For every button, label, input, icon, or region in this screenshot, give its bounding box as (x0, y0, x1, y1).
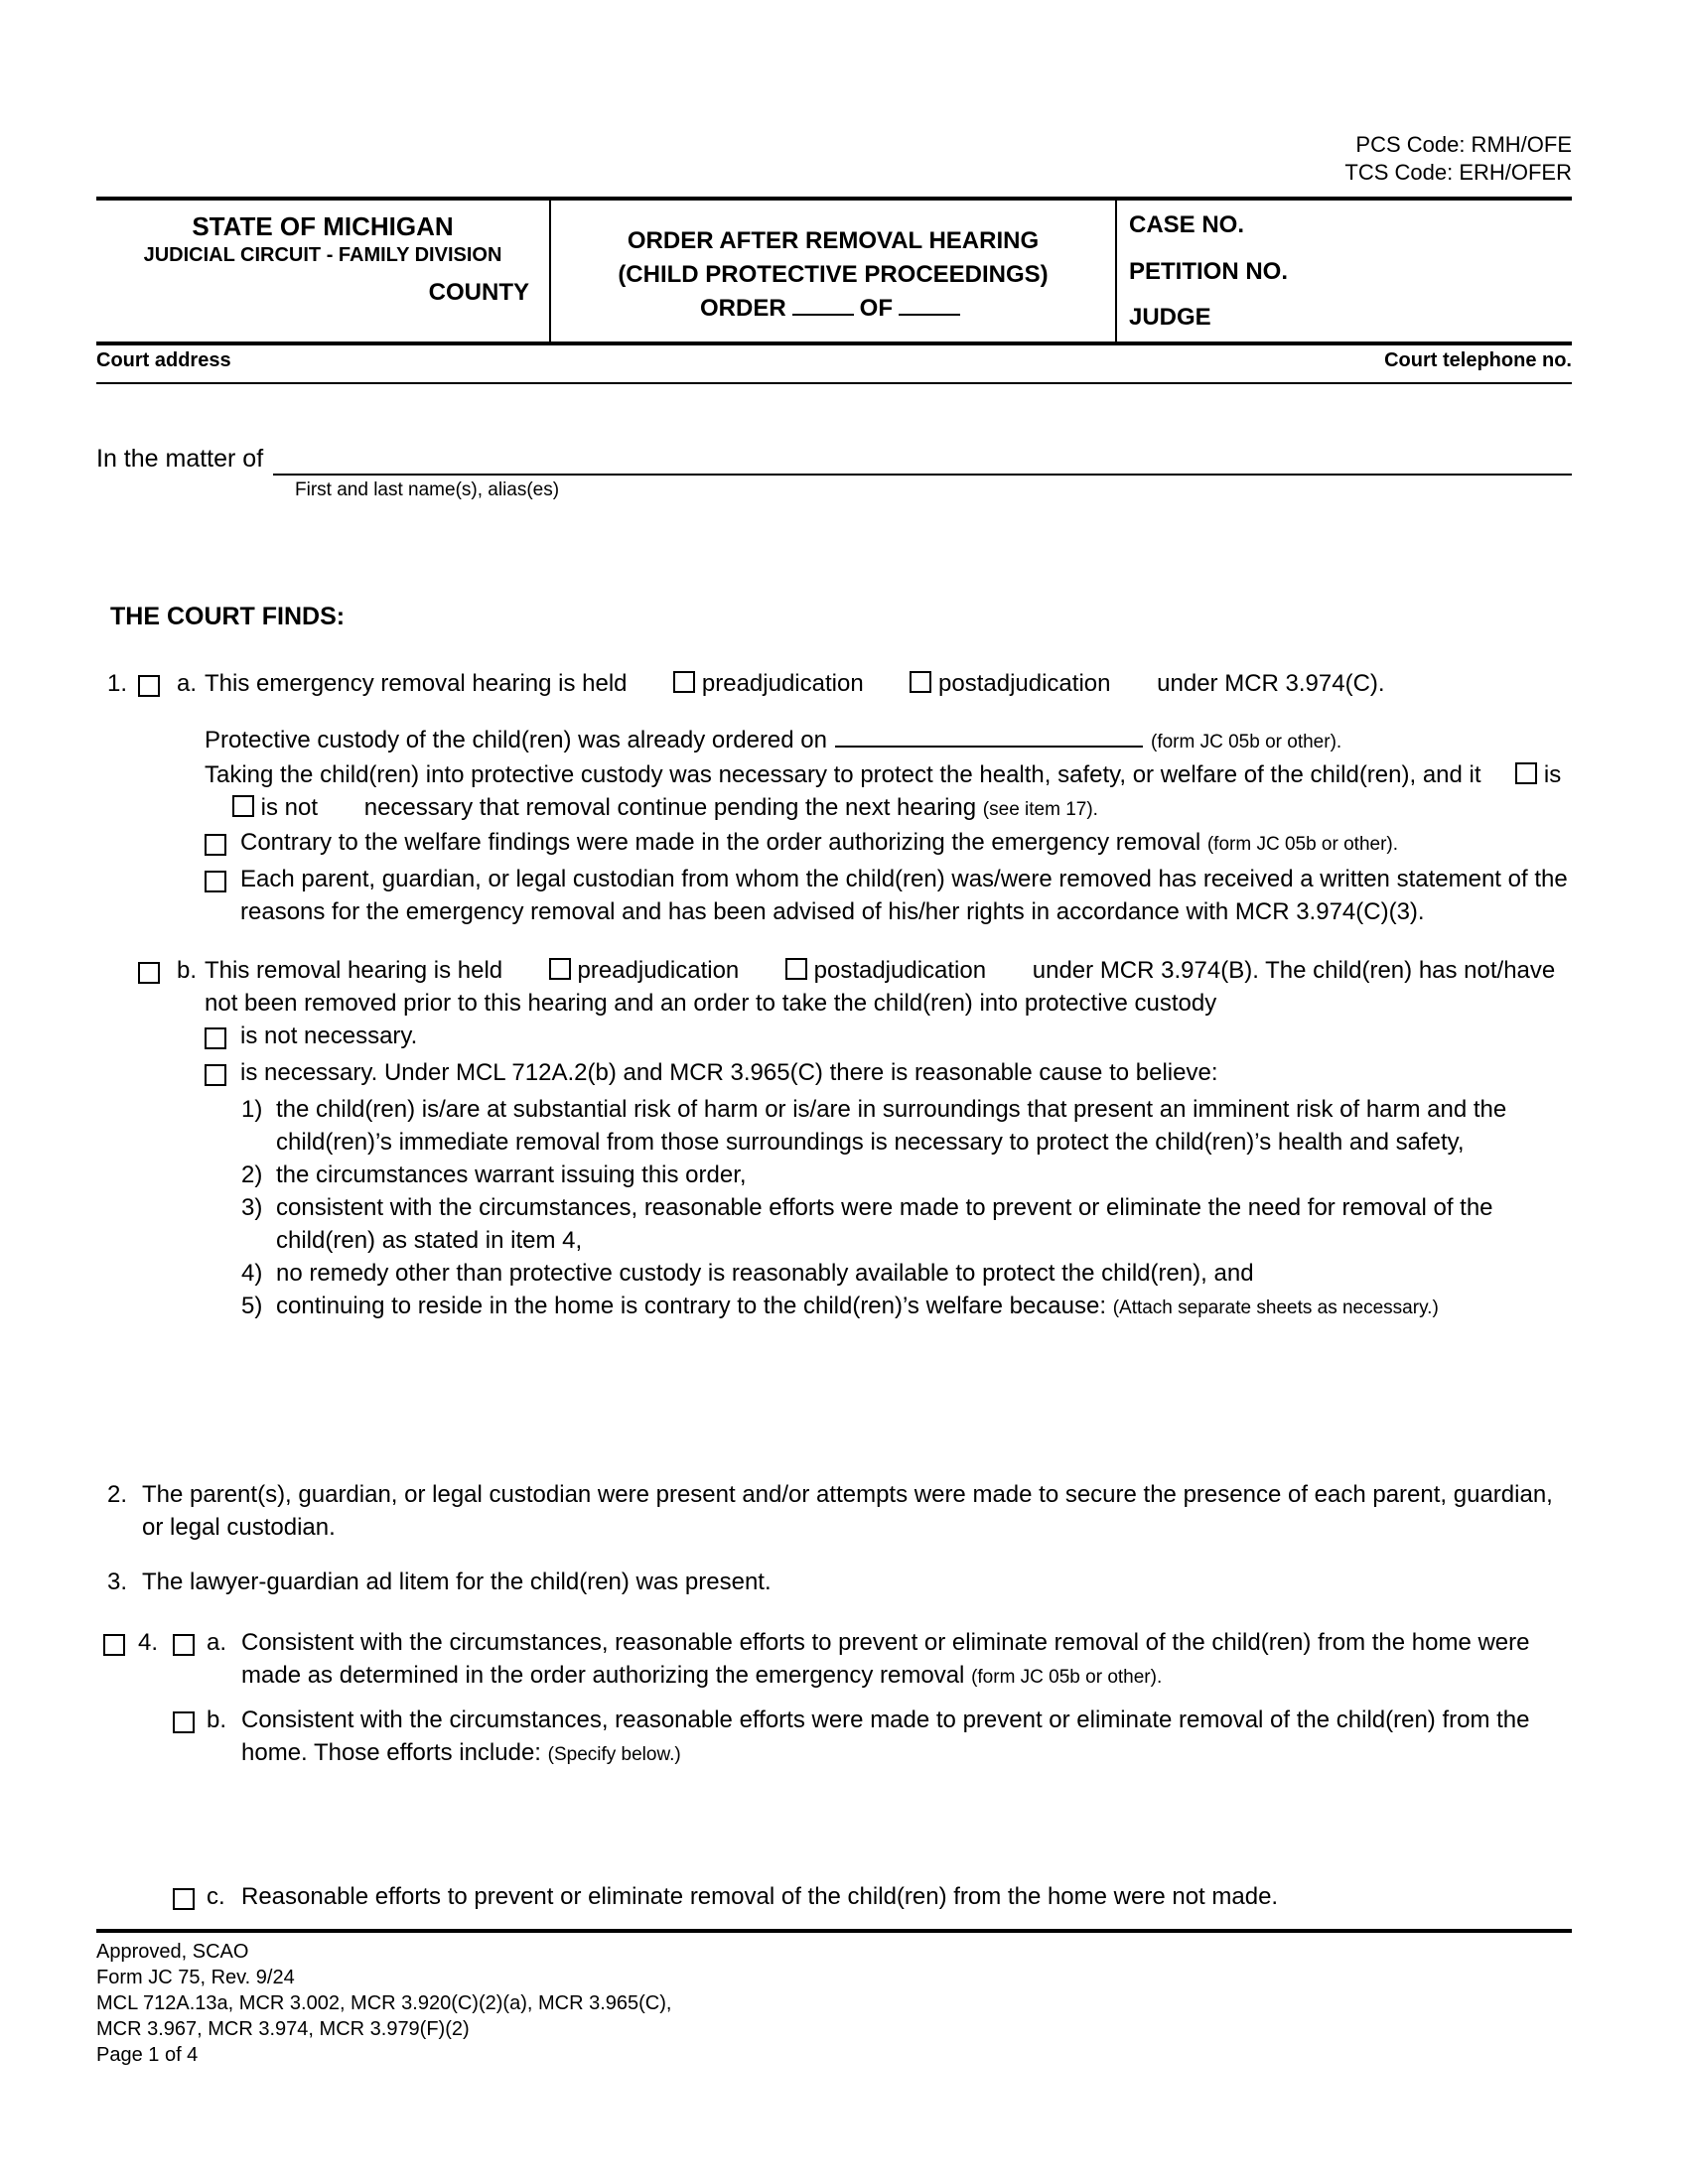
item-1b-tail: under MCR 3.974(B). The child(ren) has not/have not been removed prior to this hearing and an order to take the child(ren) into protective custody (205, 957, 1556, 1017)
not-necessary-row (205, 1020, 1572, 1056)
item-4a-text (241, 1626, 1572, 1694)
item-1a (96, 667, 1572, 704)
item-4-checkbox-cell (96, 1626, 138, 1663)
item-4b-letter: b. (207, 1706, 227, 1733)
item-1a-lead: This emergency removal hearing is held (205, 670, 628, 697)
is-checkbox[interactable] (1515, 762, 1537, 784)
item-4a (96, 1626, 1572, 1694)
item-1b-heading (205, 954, 1572, 1020)
tcs-code: TCS Code: ERH/OFER (1344, 160, 1572, 185)
county-label: COUNTY (428, 279, 529, 306)
form-title-line1: ORDER AFTER REMOVAL HEARING (627, 227, 1040, 254)
item-1a-preadjudication-checkbox[interactable] (673, 671, 695, 693)
parent-statement-checkbox-cell (205, 863, 240, 899)
item-1b-body (205, 954, 1572, 1324)
attach-sheets-note: (Attach separate sheets as necessary.) (1112, 1297, 1439, 1318)
item-1b-postadjudication-checkbox[interactable] (785, 958, 807, 980)
court-finds-heading: THE COURT FINDS: (110, 603, 346, 630)
cause-item-1 (241, 1093, 1572, 1159)
matter-name-hint: First and last name(s), alias(es) (295, 479, 560, 500)
item-1a-postadjudication-checkbox[interactable] (910, 671, 931, 693)
item-4c (96, 1880, 1572, 1917)
item-1b-preadjudication-label: preadjudication (577, 957, 740, 984)
item-2-number: 2. (107, 1481, 128, 1508)
necessary-checkbox[interactable] (205, 1064, 226, 1086)
matter-label: In the matter of (96, 445, 264, 473)
item-2-text: The parent(s), guardian, or legal custodian were present and/or attempts were made to secure the presence of each parent, guardian, or legal custodian. (142, 1481, 1553, 1541)
circuit-division-title: JUDICIAL CIRCUIT - FAMILY DIVISION (143, 244, 502, 266)
ordered-on-text: Protective custody of the child(ren) was already ordered on (205, 727, 827, 753)
item-4a-main-text: Consistent with the circumstances, reasonable efforts to prevent or eliminate removal of the child(ren) from the home were made as determined in the order authorizing the emergency removal (241, 1629, 1530, 1689)
form-title-line2: (CHILD PROTECTIVE PROCEEDINGS) (618, 261, 1049, 288)
item-4c-checkbox-cell (173, 1880, 207, 1917)
item-1a-letter: a. (177, 670, 198, 697)
is-label: is (1543, 761, 1562, 788)
matter-row (96, 442, 1572, 476)
contrary-findings-checkbox[interactable] (205, 834, 226, 856)
contrary-findings-form-note: (form JC 05b or other). (1206, 834, 1399, 855)
reasonable-cause-list (241, 1093, 1572, 1324)
caption-box (96, 197, 1572, 345)
item-1a-checkbox-cell (138, 667, 177, 704)
necessary-label: is necessary. Under MCL 712A.2(b) and MCR 3.965(C) there is reasonable cause to believe: (240, 1059, 1218, 1086)
item-4a-checkbox-cell (173, 1626, 207, 1663)
order-label: ORDER (700, 295, 786, 322)
item-1b-lead: This removal hearing is held (205, 957, 503, 984)
item-3-number: 3. (107, 1569, 128, 1595)
item-4a-checkbox[interactable] (173, 1634, 195, 1656)
state-title: STATE OF MICHIGAN (192, 211, 454, 241)
protective-custody-line (205, 724, 1572, 758)
item-1a-postadjudication-label: postadjudication (938, 670, 1111, 697)
cause-item-3-number: 3) (241, 1194, 263, 1221)
cause-item-2 (241, 1159, 1572, 1191)
court-contact-row (96, 348, 1572, 372)
case-info-cell (1117, 201, 1572, 341)
contrary-findings-text (240, 826, 1572, 861)
matter-section (96, 442, 1572, 501)
necessary-continue-text: necessary that removal continue pending the next hearing (363, 794, 977, 821)
ordered-on-date-blank[interactable] (835, 726, 1143, 748)
order-number-blank[interactable] (792, 294, 854, 316)
taking-custody-paragraph (205, 758, 1572, 826)
item-4c-letter: c. (207, 1883, 225, 1910)
cause-item-4 (241, 1257, 1572, 1290)
court-phone-label: Court telephone no. (1384, 349, 1572, 371)
cause-item-3 (241, 1191, 1572, 1257)
cause-item-1-text: the child(ren) is/are at substantial risk of harm or is/are in surroundings that present an imminent risk of harm and the child(ren)’s immediate removal from those surroundings is necessary to protect the child(ren)’s health and safety, (276, 1096, 1507, 1156)
footer-approved: Approved, SCAO (96, 1941, 249, 1963)
item-1a-checkbox[interactable] (138, 675, 160, 697)
cause-item-5-text (276, 1290, 1572, 1324)
item-4c-text: Reasonable efforts to prevent or eliminate removal of the child(ren) from the home were not made. (241, 1883, 1279, 1910)
item-1a-heading (205, 667, 1572, 700)
item-1b-checkbox[interactable] (138, 962, 160, 984)
cause-item-3-text: consistent with the circumstances, reasonable efforts were made to prevent or eliminate the need for removal of the child(ren) as stated in item 4, (276, 1194, 1493, 1254)
item-1-number: 1. (107, 670, 128, 697)
ordered-on-form-note: (form JC 05b or other). (1151, 732, 1342, 752)
form-title-cell (551, 201, 1117, 341)
item-4b-text (241, 1704, 1572, 1771)
taking-custody-text: Taking the child(ren) into protective custody was necessary to protect the health, safety, or welfare of the child(ren), and it (205, 761, 1481, 788)
item-4b-main-text: Consistent with the circumstances, reasonable efforts were made to prevent or eliminate removal of the child(ren) from the home. Those efforts include: (241, 1706, 1530, 1766)
of-label: OF (859, 295, 893, 322)
footer-citations-line2: MCR 3.967, MCR 3.974, MCR 3.979(F)(2) (96, 2018, 470, 2040)
not-necessary-checkbox[interactable] (205, 1027, 226, 1049)
judge-label: JUDGE (1129, 304, 1211, 331)
contrary-findings-label: Contrary to the welfare findings were made in the order authorizing the emergency removal (240, 829, 1201, 856)
item-1b (96, 954, 1572, 1324)
item-1b-letter: b. (177, 957, 198, 984)
item-4-checkbox[interactable] (103, 1634, 125, 1656)
order-of-line (551, 292, 1115, 326)
cause-item-4-text: no remedy other than protective custody is reasonably available to protect the child(ren), and (276, 1260, 1254, 1287)
necessary-row (205, 1056, 1572, 1093)
court-address-line[interactable] (96, 382, 1572, 384)
item-1b-checkbox-cell (138, 954, 177, 991)
item-4b-checkbox[interactable] (173, 1711, 195, 1733)
footer-page-number: Page 1 of 4 (96, 2044, 199, 2066)
parent-statement-checkbox[interactable] (205, 871, 226, 892)
item-1a-tail: under MCR 3.974(C). (1157, 670, 1385, 697)
item-4b-checkbox-cell (173, 1704, 207, 1740)
item-4b (96, 1704, 1572, 1771)
contrary-findings-checkbox-cell (205, 826, 240, 863)
parent-statement-row (205, 863, 1572, 928)
petition-no-label: PETITION NO. (1129, 257, 1289, 285)
is-not-label: is not (260, 794, 319, 821)
matter-name-blank[interactable] (273, 442, 1572, 476)
see-item-17-note: (see item 17). (982, 799, 1098, 820)
footer-form-number: Form JC 75, Rev. 9/24 (96, 1967, 295, 1988)
item-4c-checkbox[interactable] (173, 1888, 195, 1910)
item-4a-letter: a. (207, 1629, 227, 1656)
cause-item-4-number: 4) (241, 1260, 263, 1287)
footer-rule (96, 1929, 1572, 1933)
cause-item-2-text: the circumstances warrant issuing this order, (276, 1161, 747, 1188)
footer-citations-line1: MCL 712A.13a, MCR 3.002, MCR 3.920(C)(2)(a), MCR 3.965(C), (96, 1992, 672, 2014)
item-1a-details (205, 724, 1572, 928)
item-4b-specify-note: (Specify below.) (547, 1744, 681, 1765)
cause-item-5-main-text: continuing to reside in the home is contrary to the child(ren)’s welfare because: (276, 1293, 1107, 1319)
parent-statement-text: Each parent, guardian, or legal custodian from whom the child(ren) was/were removed has received a written statement of the reasons for the emergency removal and has been advised of his/her rights in accordance with MCR 3.974(C)(3). (240, 866, 1568, 925)
form-footer (96, 1939, 1572, 2068)
order-total-blank[interactable] (899, 294, 960, 316)
contrary-findings-row (205, 826, 1572, 863)
cause-item-2-number: 2) (241, 1161, 263, 1188)
item-1b-postadjudication-label: postadjudication (813, 957, 987, 984)
pcs-code: PCS Code: RMH/OFE (1355, 132, 1572, 157)
case-no-label: CASE NO. (1129, 211, 1245, 238)
court-caption-cell (96, 201, 551, 341)
form-codes (96, 131, 1572, 187)
item-4-number: 4. (138, 1629, 159, 1656)
not-necessary-checkbox-cell (205, 1020, 240, 1056)
item-1b-preadjudication-checkbox[interactable] (549, 958, 571, 980)
not-necessary-label: is not necessary. (240, 1023, 418, 1049)
is-not-checkbox[interactable] (232, 795, 254, 817)
cause-item-5 (241, 1290, 1572, 1324)
cause-item-1-number: 1) (241, 1096, 263, 1123)
cause-item-5-number: 5) (241, 1293, 263, 1319)
item-1a-preadjudication-label: preadjudication (701, 670, 864, 697)
item-3-text: The lawyer-guardian ad litem for the child(ren) was present. (142, 1569, 772, 1595)
necessary-checkbox-cell (205, 1056, 240, 1093)
item-4a-form-note: (form JC 05b or other). (971, 1667, 1163, 1688)
item-3 (96, 1566, 1572, 1598)
item-2 (96, 1478, 1572, 1544)
court-address-label: Court address (96, 349, 231, 371)
